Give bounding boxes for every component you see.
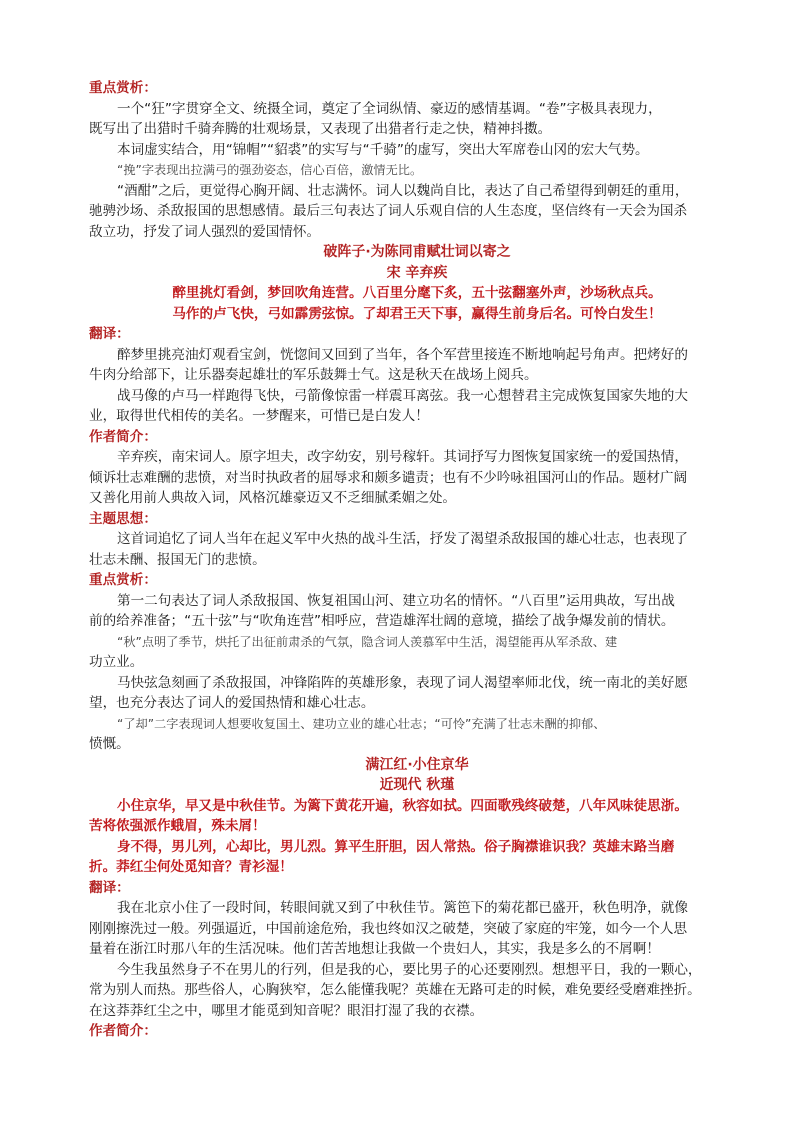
- paragraph-line: “了却”二字表现词人想要收复国土、建功立业的雄心壮志；“可怜”充满了壮志未酬的抑郁、: [117, 716, 606, 731]
- paragraph-line: 刚刚擦洗过一般。列强逼近，中国前途危殆，我也终如汉之破楚，突破了家庭的牢笼，如今一个人思: [89, 920, 688, 937]
- paragraph-line: 我在北京小住了一段时间，转眼间就又到了中秋佳节。篱笆下的菊花都已盛开，秋色明净，就像: [117, 900, 688, 916]
- paragraph-line: 今生我虽然身子不在男儿的行列，但是我的心，要比男子的心还要刚烈。想想平日，我的一颗心，: [117, 961, 702, 978]
- paragraph-line: 壮志未酬、报国无门的悲愤。: [89, 551, 266, 568]
- paragraph-line: 一个“狂”字贯穿全文、统摄全词，奠定了全词纵情、豪迈的感情基调。“卷”字极具表现力，: [117, 100, 662, 117]
- paragraph-line: 常为别人而热。那些俗人，心胸狭窄，怎么能懂我呢？英雄在无路可走的时候，难免要经受磨难挫折。: [89, 982, 701, 998]
- poem-verse: 苦将侬强派作蛾眉，殊未屑！: [89, 818, 266, 834]
- section-heading: 重点赏析：: [89, 80, 157, 96]
- paragraph-line: 在这莽莽红尘之中，哪里才能觅到知音呢？眼泪打湿了我的衣襟。: [89, 1002, 484, 1019]
- theme-heading: 主题思想：: [89, 510, 157, 527]
- translation-heading: 翻译：: [89, 879, 130, 896]
- poem-verse: 马作的卢飞快，弓如霹雳弦惊。了却君王天下事，赢得生前身后名。可怜白发生！: [172, 305, 662, 322]
- author-heading: 作者简介：: [89, 1023, 157, 1039]
- analysis-heading: 重点赏析：: [89, 572, 157, 588]
- poem-author: 近现代 秋瑾: [379, 777, 455, 793]
- paragraph-line: 愤慨。: [89, 736, 130, 752]
- poem-title: 破阵子·为陈同甫赋壮词以寄之: [323, 244, 511, 260]
- paragraph-line: “挽”字表现出拉满弓的强劲姿态，信心百倍，激情无比。: [117, 163, 423, 177]
- poem-verse: 醉里挑灯看剑，梦回吹角连营。八百里分麾下炙，五十弦翻塞外声，沙场秋点兵。: [172, 285, 662, 301]
- paragraph-line: 本词虚实结合，用“锦帽”“貂裘”的实写与“千骑”的虚写，突出大军席卷山冈的宏大气势。: [117, 141, 649, 158]
- paragraph-line: 功立业。: [89, 654, 144, 670]
- paragraph-line: “酒酣”之后，更觉得心胸开阔、壮志满怀。词人以魏尚自比，表达了自己希望得到朝廷的重用，: [117, 182, 689, 199]
- paragraph-line: 量着在浙江时那八年的生活况味。他们苦苦地想让我做一个贵妇人，其实，我是多么的不屑啊！: [89, 941, 660, 957]
- author-heading: 作者简介：: [89, 428, 157, 445]
- paragraph-line: 战马像的卢马一样跑得飞快，弓箭像惊雷一样震耳离弦。我一心想替君主完成恢复国家失地的大: [117, 387, 688, 404]
- paragraph-line: 马快弦急刻画了杀敌报国，冲锋陷阵的英雄形象，表现了词人渴望率师北伐，统一南北的美好愿: [117, 674, 688, 691]
- paragraph-line: 又善化用前人典故入词，风格沉雄豪迈又不乏细腻柔媚之处。: [89, 490, 457, 506]
- paragraph-line: 驰骋沙场、杀敌报国的思想感情。最后三句表达了词人乐观自信的人生态度，坚信终有一天会为国杀: [89, 203, 688, 219]
- paragraph-line: 第一二句表达了词人杀敌报国、恢复祖国山河、建立功名的情怀。“八百里”运用典故，写出战: [117, 592, 675, 609]
- paragraph-line: 前的给养准备；“五十弦”与“吹角连营”相呼应，营造雄浑壮阔的意境，描绘了战争爆发前的情状。: [89, 613, 675, 629]
- poem-verse: 折。莽红尘何处觅知音？青衫湿！: [89, 859, 293, 875]
- paragraph-line: 牛肉分给部下，让乐器奏起雄壮的军乐鼓舞士气。这是秋天在战场上阅兵。: [89, 367, 538, 383]
- paragraph-line: 辛弃疾，南宋词人。原字坦夫，改字幼安，别号稼轩。其词抒写力图恢复国家统一的爱国热情，: [117, 449, 688, 465]
- poem-title: 满江红·小住京华: [365, 756, 469, 773]
- paragraph-line: 倾诉壮志难酬的悲愤，对当时执政者的屈辱求和颇多谴责；也有不少吟咏祖国河山的作品。题材广阔: [89, 469, 688, 486]
- paragraph-line: 这首词追忆了词人当年在起义军中火热的战斗生活，抒发了渴望杀敌报国的雄心壮志，也表现了: [117, 531, 688, 547]
- paragraph-line: 既写出了出猎时千骑奔腾的壮观场景，又表现了出猎者行走之快，精神抖擞。: [89, 121, 552, 137]
- document-page: [0, 78, 794, 1042]
- poem-verse: 小住京华，早又是中秋佳节。为篱下黄花开遍，秋容如拭。四面歌残终破楚，八年风味徒思浙。: [117, 797, 688, 814]
- paragraph-line: “秋”点明了季节，烘托了出征前肃杀的气氛，隐含词人羡慕军中生活，渴望能再从军杀敌、建: [117, 634, 618, 649]
- paragraph-line: 望，也充分表达了词人的爱国热情和雄心壮志。: [89, 695, 375, 711]
- poem-author: 宋 辛弃疾: [386, 264, 448, 281]
- paragraph-line: 业，取得世代相传的美名。一梦醒来，可惜已是白发人！: [89, 408, 429, 424]
- poem-verse: 身不得，男儿列，心却比，男儿烈。算平生肝胆，因人常热。俗子胸襟谁识我？英雄末路当磨: [117, 838, 675, 855]
- translation-heading: 翻译：: [89, 326, 130, 342]
- paragraph-line: 醉梦里挑亮油灯观看宝剑，恍惚间又回到了当年，各个军营里接连不断地响起号角声。把烤好的: [117, 346, 688, 363]
- paragraph-line: 敌立功，抒发了词人强烈的爱国情怀。: [89, 223, 321, 240]
